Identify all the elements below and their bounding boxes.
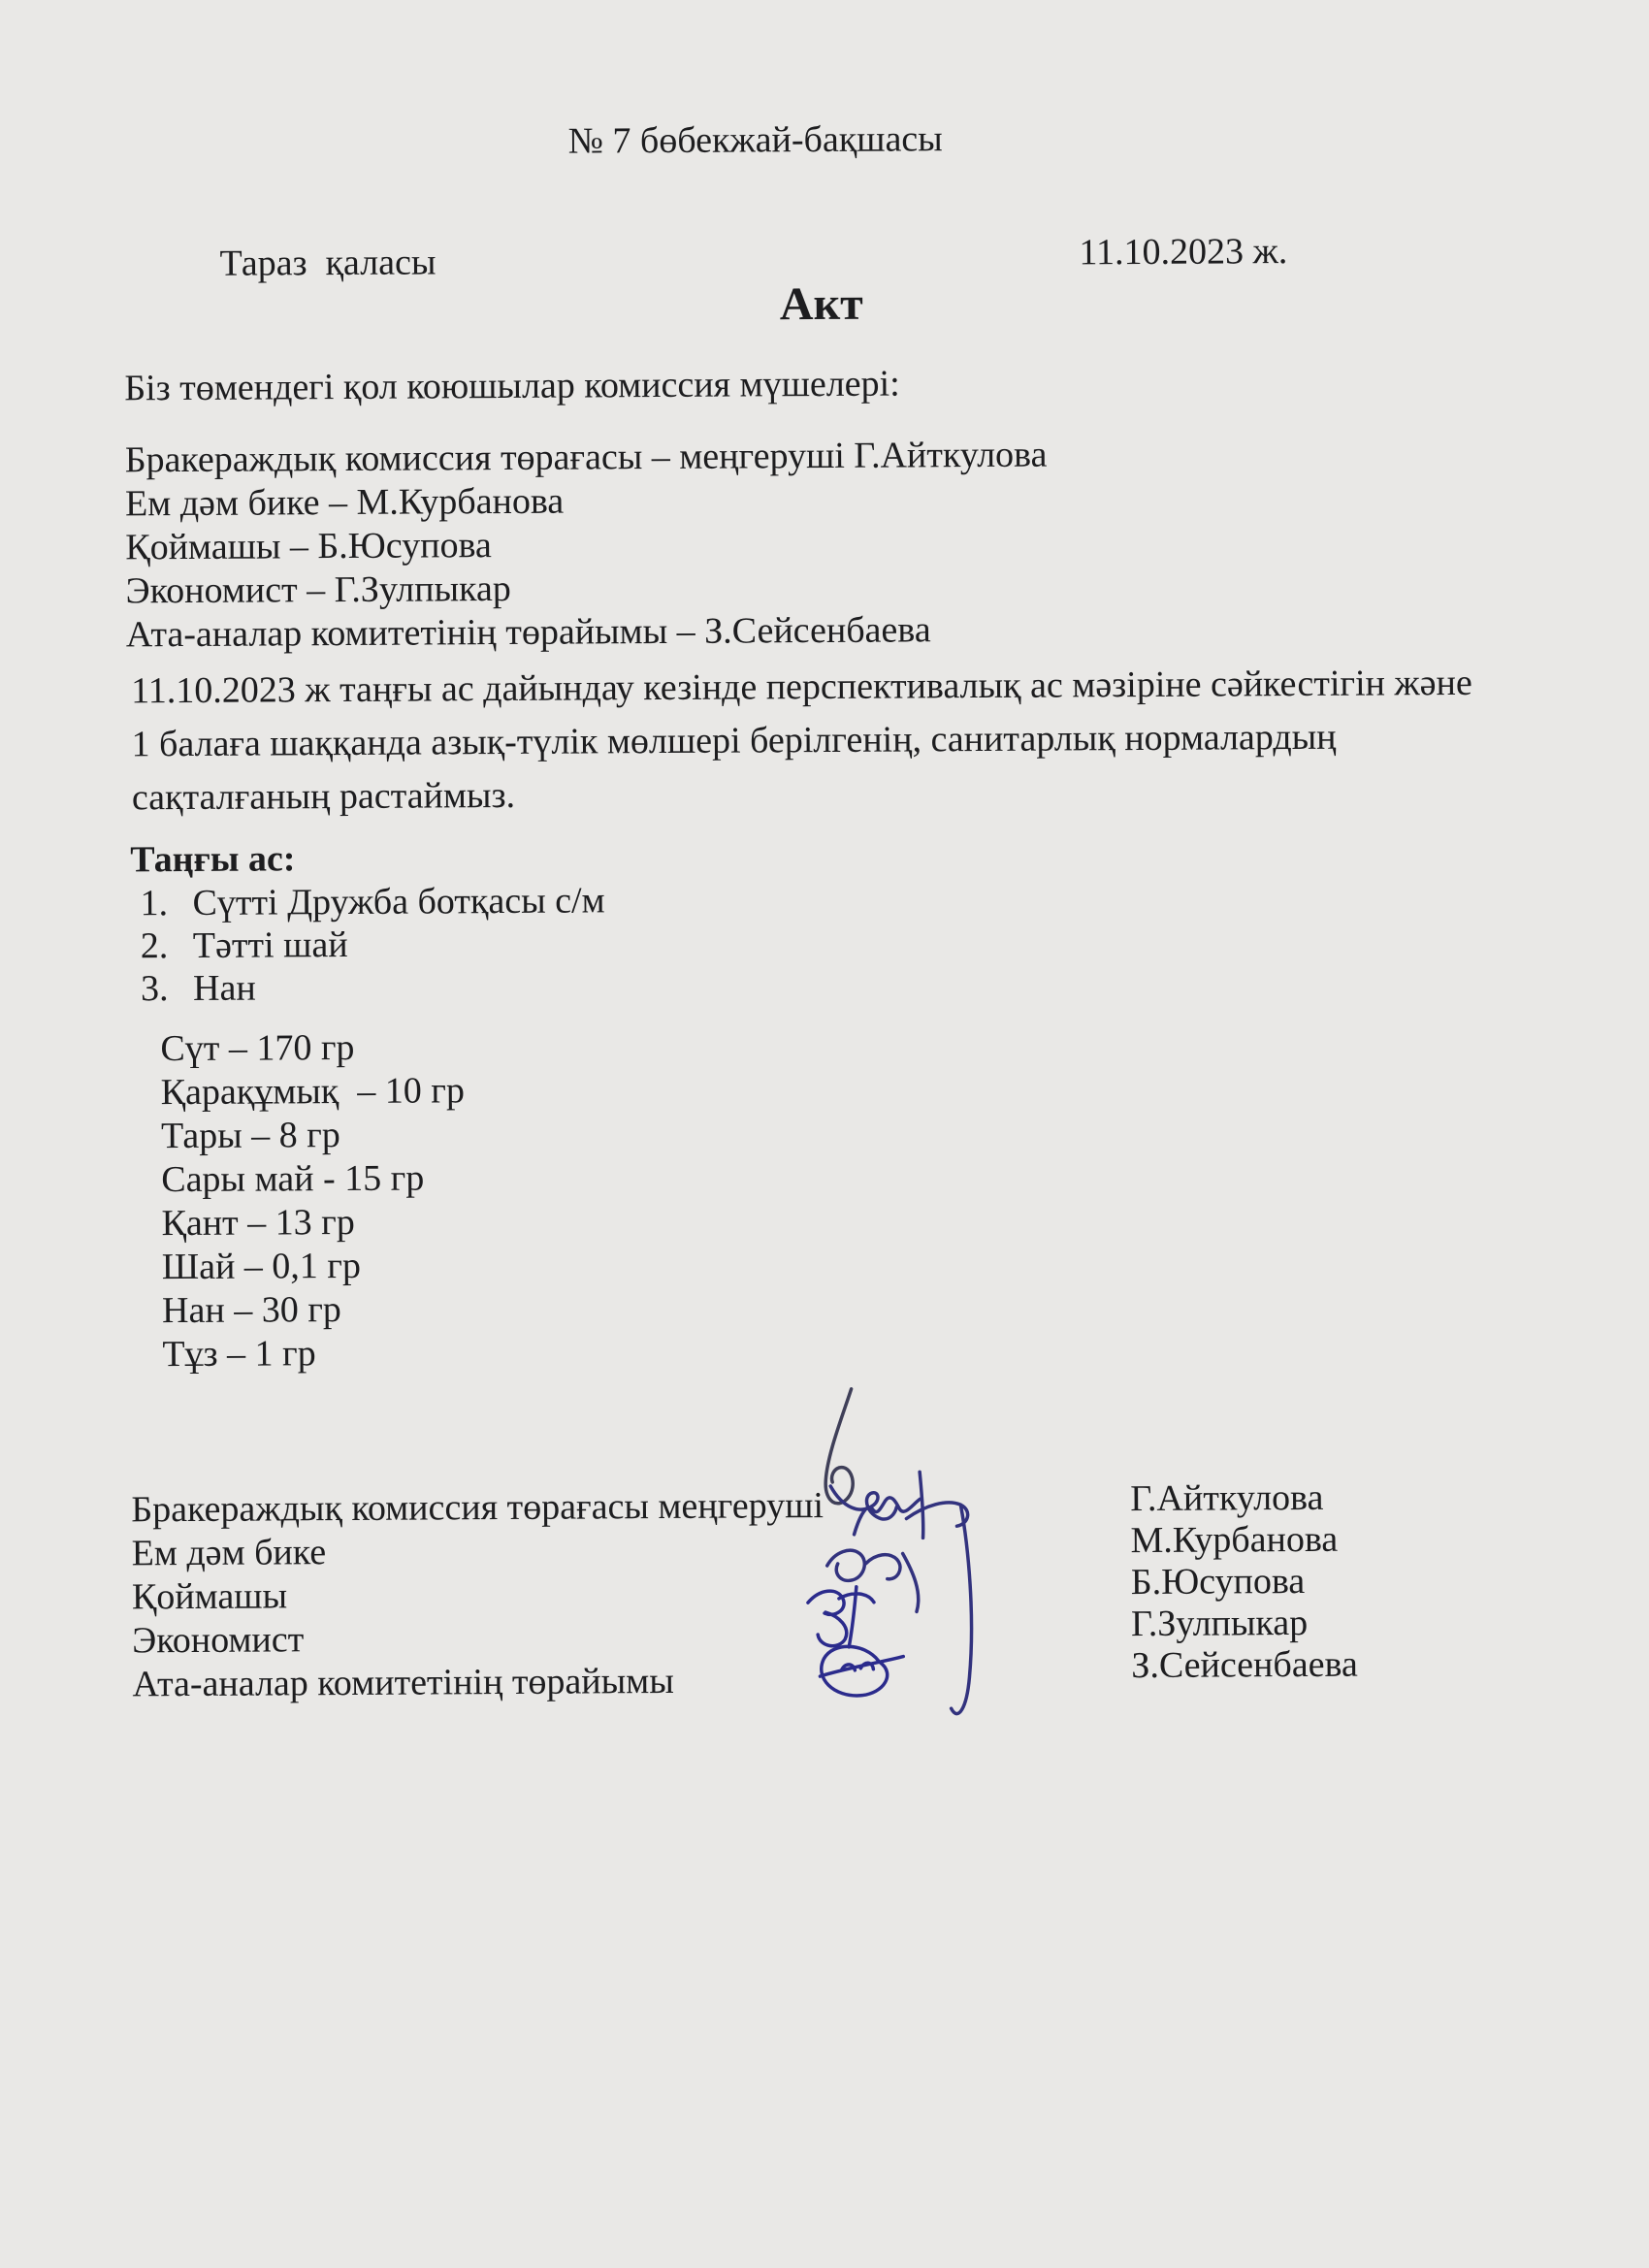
ingredient-line: Тары – 8 гр [160, 1115, 340, 1157]
signature-name: Г.Зулпыкар [1130, 1602, 1309, 1645]
ingredient-line: Қарақұмық – 10 гр [160, 1070, 466, 1114]
menu-item-text: Нан [192, 967, 256, 1009]
paragraph-line: 1 балаға шаққанда азық-түлік мөлшері берілгенің, санитарлық нормалардың [131, 716, 1337, 765]
ingredient-line: Тұз – 1 гр [162, 1333, 316, 1376]
signature-role: Қоймашы [131, 1575, 288, 1618]
date-label: 11.10.2023 ж. [1079, 231, 1288, 274]
document-title: Акт [779, 277, 863, 331]
breakfast-menu-title: Таңғы ас: [130, 838, 296, 881]
paragraph-line: 11.10.2023 ж таңғы ас дайындау кезінде перспективалық ас мәзіріне сәйкестігін және [131, 662, 1472, 712]
signature-role: Ата-аналар комитетінің төрайымы [132, 1660, 674, 1705]
ingredient-line: Шай – 0,1 гр [161, 1245, 362, 1288]
menu-item-number: 3. [140, 968, 169, 1010]
ingredient-line: Сүт – 170 гр [160, 1026, 355, 1070]
member-line: Ата-аналар комитетінің төрайымы – З.Сейсенбаева [125, 609, 931, 656]
member-line: Бракераждық комиссия төрағасы – меңгеруші Г.Айткулова [124, 434, 1048, 481]
member-line: Ем дәм бике – М.Курбанова [124, 480, 565, 525]
signature-name: М.Курбанова [1130, 1518, 1339, 1562]
intro-line: Біз төмендегі қол коюшылар комиссия мүшелері: [124, 363, 900, 409]
signature-name: З.Сейсенбаева [1131, 1643, 1358, 1687]
ingredient-line: Қант – 13 гр [161, 1201, 355, 1245]
member-line: Экономист – Г.Зулпыкар [125, 567, 511, 612]
ingredient-line: Нан – 30 гр [161, 1289, 341, 1332]
city-label: Тараз қаласы [219, 242, 436, 284]
signature-role: Экономист [132, 1619, 305, 1662]
kindergarten-header: № 7 бөбекжай-бақшасы [567, 118, 943, 162]
menu-item-text: Сүтті Дружба ботқасы с/м [192, 880, 605, 923]
menu-item-number: 1. [140, 883, 169, 924]
signature-role: Бракераждық комиссия төрағасы меңгеруші [131, 1485, 824, 1531]
ingredient-line: Сары май - 15 гр [161, 1157, 425, 1201]
menu-item-text: Тәтті шай [192, 923, 348, 966]
paragraph-line: сақталғаның растаймыз. [131, 774, 516, 819]
signature-name: Б.Юсупова [1130, 1560, 1306, 1604]
signature-name: Г.Айткулова [1130, 1476, 1324, 1520]
menu-item-number: 2. [140, 925, 169, 967]
signature-role: Ем дәм бике [131, 1532, 327, 1574]
member-line: Қоймашы – Б.Юсупова [125, 525, 492, 568]
